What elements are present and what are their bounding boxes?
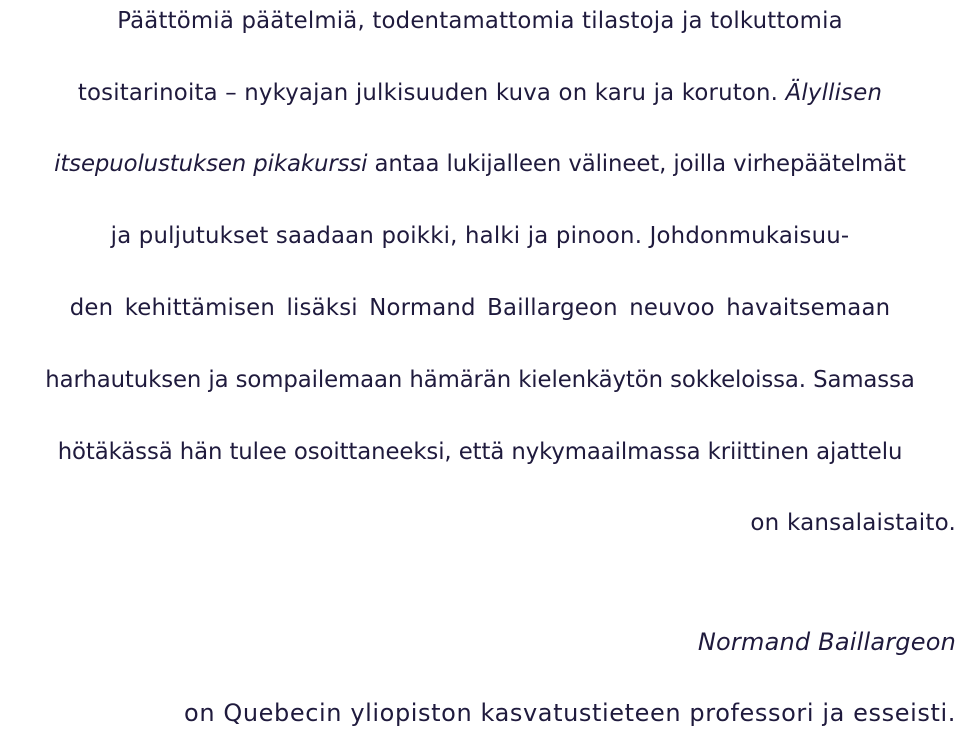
- description-text: antaa lukijalleen välineet, joilla virhepäätelmät: [367, 151, 906, 177]
- description-line-4: [0, 221, 960, 251]
- description-line-8: [750, 508, 956, 538]
- description-text: hötäkässä hän tulee osoittaneeksi, että nykymaailmassa kriittinen ajattelu: [57, 439, 903, 465]
- description-text: on kansalaistaito.: [750, 510, 956, 536]
- description-line-1: [0, 6, 960, 36]
- description-line-5: [0, 293, 960, 323]
- description-text: Päättömiä päätelmiä, todentamattomia tilastoja ja tolkuttomia: [117, 8, 843, 34]
- author-bio: on Quebecin yliopiston kasvatustieteen professori ja esseisti.: [184, 699, 956, 727]
- description-text: harhautuksen ja sompailemaan hämärän kielenkäytön sokkeloissa. Samassa: [45, 367, 915, 393]
- description-text: ja puljutukset saadaan poikki, halki ja pinoon. Johdonmukaisuu-: [110, 223, 850, 249]
- description-line-7: [0, 437, 960, 467]
- author-name: Normand Baillargeon: [697, 628, 956, 656]
- book-title-fragment: Älyllisen: [785, 80, 883, 106]
- book-title-fragment: itsepuolustuksen pikakurssi: [54, 151, 368, 177]
- description-line-3: [0, 149, 960, 179]
- description-line-2: [0, 78, 960, 108]
- description-text: tositarinoita – nykyajan julkisuuden kuva on karu ja koruton.: [77, 80, 786, 106]
- description-text: den kehittämisen lisäksi Normand Baillargeon neuvoo havaitsemaan: [69, 295, 891, 321]
- description-line-6: [0, 365, 960, 395]
